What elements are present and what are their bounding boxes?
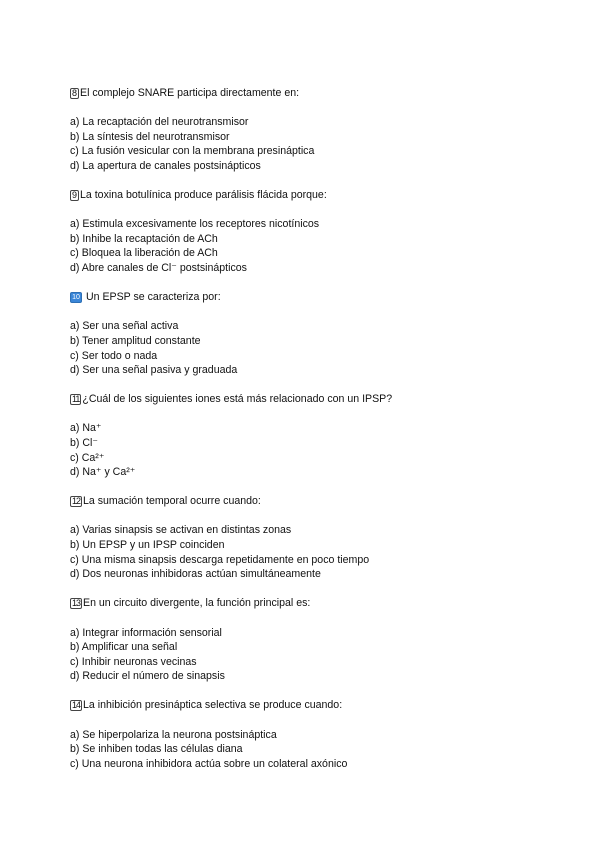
document-page [70, 86, 570, 786]
question-stem: El complejo SNARE participa directamente en: [80, 87, 300, 99]
question-heading [70, 392, 570, 407]
option: b) Amplificar una señal [70, 641, 178, 654]
option: d) Abre canales de Cl⁻ postsinápticos [70, 262, 247, 275]
option: c) Bloquea la liberación de ACh [70, 247, 218, 260]
question-heading [70, 596, 570, 611]
option-list [70, 626, 570, 684]
number-badge: 8 [72, 87, 78, 98]
question-heading [70, 698, 570, 713]
question-heading [70, 188, 570, 203]
option: b) Se inhiben todas las células diana [70, 743, 243, 756]
option: c) Ser todo o nada [70, 349, 158, 362]
number-badge: 10 [70, 292, 82, 303]
option: a) Se hiperpolariza la neurona postsináptica [70, 728, 277, 741]
option: a) Varias sinapsis se activan en distintas zonas [70, 524, 292, 537]
option-list [70, 115, 570, 173]
option: a) Estimula excesivamente los receptores nicotínicos [70, 218, 320, 231]
question-stem: Un EPSP se caracteriza por: [86, 291, 221, 304]
option-list [70, 728, 570, 772]
option: b) Inhibe la recaptación de ACh [70, 232, 218, 245]
question-heading [70, 290, 570, 305]
question-12 [70, 494, 570, 582]
number-badge: 13 [72, 598, 81, 609]
option: a) Integrar información sensorial [70, 626, 222, 639]
question-13 [70, 596, 570, 684]
question-11 [70, 392, 570, 480]
option: c) Una neurona inhibidora actúa sobre un colateral axónico [70, 757, 348, 770]
question-stem: En un circuito divergente, la función principal es: [83, 597, 311, 610]
option: b) La síntesis del neurotransmisor [70, 130, 230, 143]
option: c) La fusión vesicular con la membrana presináptica [70, 145, 315, 158]
number-badge: 14 [72, 700, 81, 711]
number-badge: 9 [72, 189, 78, 200]
question-14 [70, 698, 570, 771]
option: d) Ser una señal pasiva y graduada [70, 364, 238, 377]
option-list [70, 217, 570, 275]
option: b) Un EPSP y un IPSP coinciden [70, 539, 225, 552]
option: c) Inhibir neuronas vecinas [70, 655, 197, 668]
option: c) Una misma sinapsis descarga repetidamente en poco tiempo [70, 553, 370, 566]
option: d) La apertura de canales postsinápticos [70, 159, 261, 172]
option: d) Na⁺ y Ca²⁺ [70, 466, 136, 479]
option: a) La recaptación del neurotransmisor [70, 116, 249, 129]
option: a) Ser una señal activa [70, 320, 179, 333]
question-9 [70, 188, 570, 276]
option-list [70, 319, 570, 377]
option: b) Cl⁻ [70, 436, 98, 449]
question-stem: La inhibición presináptica selectiva se produce cuando: [83, 699, 343, 712]
question-10 [70, 290, 570, 378]
number-badge: 12 [72, 496, 81, 507]
question-stem: La toxina botulínica produce parálisis flácida porque: [80, 189, 327, 202]
option-list [70, 421, 570, 479]
option: d) Dos neuronas inhibidoras actúan simultáneamente [70, 568, 321, 581]
option: c) Ca²⁺ [70, 451, 105, 464]
option-list [70, 523, 570, 581]
option: d) Reducir el número de sinapsis [70, 670, 225, 683]
option: b) Tener amplitud constante [70, 334, 201, 347]
question-heading [70, 86, 570, 101]
question-stem: La sumación temporal ocurre cuando: [83, 495, 261, 508]
option: a) Na⁺ [70, 422, 102, 435]
number-badge: 11 [72, 393, 80, 404]
question-stem: ¿Cuál de los siguientes iones está más relacionado con un IPSP? [82, 393, 393, 406]
question-heading [70, 494, 570, 509]
question-8 [70, 86, 570, 174]
